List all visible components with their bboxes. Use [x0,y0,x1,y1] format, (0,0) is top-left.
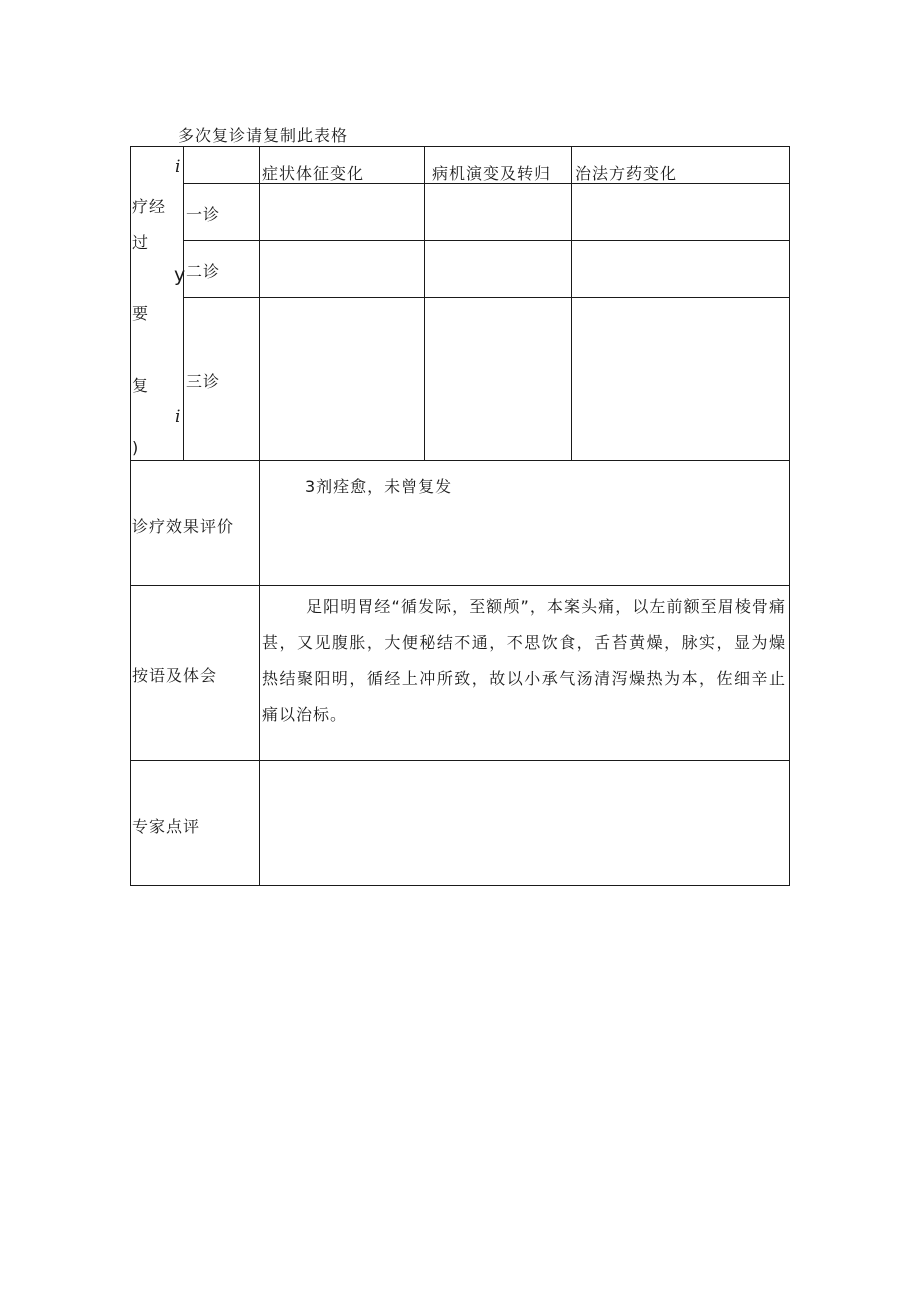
process-label-glyph-top: i [175,157,181,177]
process-label-glyph-mid: y [174,264,187,286]
column-header-treatment: 治法方药变化 [575,164,678,183]
commentary-label: 按语及体会 [132,666,218,685]
evaluation-label: 诊疗效果评价 [132,517,235,536]
process-label-line5: ) [132,438,140,457]
copy-table-note: 多次复诊请复制此表格 [178,126,349,145]
visit-label-second: 二诊 [186,262,221,281]
process-label-glyph-bottom: i [175,407,181,427]
column-header-symptoms: 症状体征变化 [262,164,365,183]
expert-label: 专家点评 [132,817,201,836]
process-label-line3: 要 [132,304,150,323]
commentary-paragraph [262,589,786,733]
visit-label-first: 一诊 [186,205,221,224]
column-header-pathogenesis: 病机演变及转归 [432,164,552,183]
process-label-line1: 疗经 [132,197,167,216]
process-label-line4: 复 [132,376,150,395]
process-label-line2: 过 [132,233,150,252]
evaluation-text: 3剂痊愈，未曾复发 [305,477,453,496]
visit-label-third: 三诊 [186,372,221,391]
commentary-text: 足阳明胃经“循发际，至额颅”，本案头痛，以左前额至眉棱骨痛甚，又见腹胀，大便秘结不通，不思饮食，舌苔黄燥，脉实，显为燥热结聚阳明，循经上冲所致，故以小承气汤清泻燥热为本，佐细辛止痛以治标。 [262,597,786,724]
